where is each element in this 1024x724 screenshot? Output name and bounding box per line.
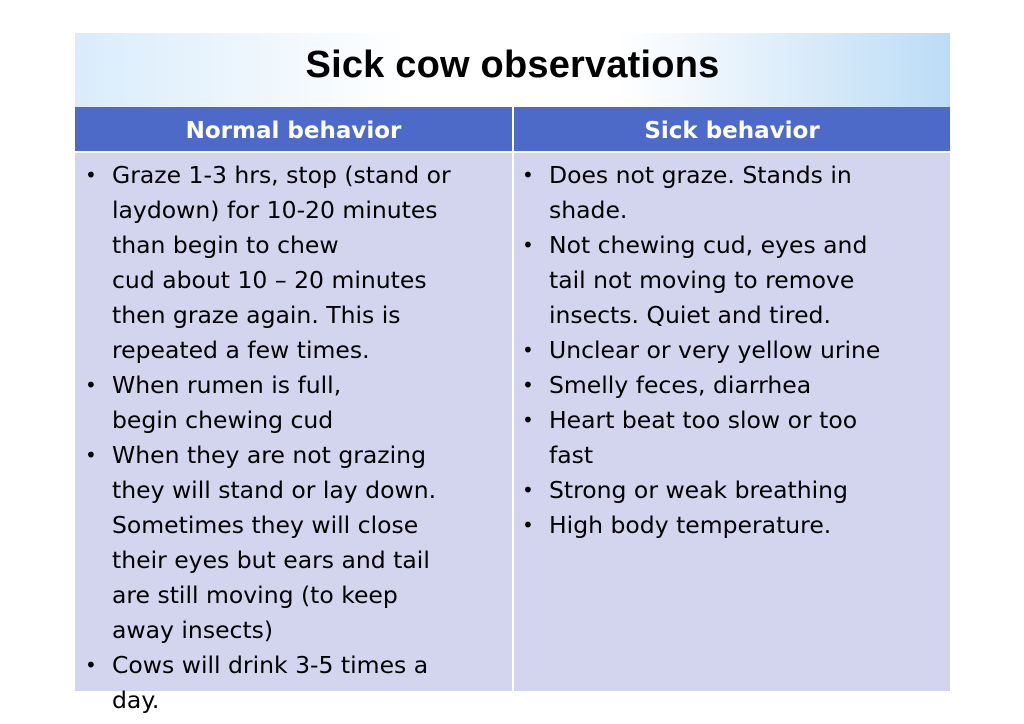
list-item-text-line: High body temperature. bbox=[549, 511, 832, 539]
bullet-icon: • bbox=[522, 373, 534, 397]
bullet-icon: • bbox=[522, 233, 534, 257]
title-band bbox=[75, 33, 950, 107]
bullet-icon: • bbox=[522, 338, 534, 362]
list-item-text-line: their eyes but ears and tail bbox=[112, 546, 430, 574]
list-item-text-line: insects. Quiet and tired. bbox=[549, 301, 831, 329]
list-item-text-line: repeated a few times. bbox=[112, 336, 370, 364]
bullet-icon: • bbox=[522, 513, 534, 537]
header-normal-behavior: Normal behavior bbox=[185, 118, 402, 144]
list-item-text-line: away insects) bbox=[112, 616, 274, 644]
list-item-text-line: tail not moving to remove bbox=[549, 266, 855, 294]
list-item-text-line: begin chewing cud bbox=[112, 406, 334, 434]
page-title: Sick cow observations bbox=[305, 43, 720, 86]
list-item-text-line: fast bbox=[549, 441, 594, 469]
bullet-icon: • bbox=[85, 653, 97, 677]
list-item-text-line: Strong or weak breathing bbox=[549, 476, 848, 504]
list-item bbox=[522, 403, 947, 473]
list-item bbox=[85, 648, 505, 718]
list-item-text-line: they will stand or lay down. bbox=[112, 476, 437, 504]
list-item bbox=[522, 508, 947, 543]
list-item-text-line: cud about 10 – 20 minutes bbox=[112, 266, 427, 294]
list-item bbox=[85, 438, 505, 648]
list-item bbox=[85, 368, 505, 438]
bullet-icon: • bbox=[85, 163, 97, 187]
bullet-icon: • bbox=[522, 478, 534, 502]
list-item-text-line: Unclear or very yellow urine bbox=[549, 336, 881, 364]
sick-behavior-list bbox=[522, 158, 947, 543]
list-item bbox=[522, 333, 947, 368]
bullet-icon: • bbox=[522, 163, 534, 187]
list-item-text-line: Does not graze. Stands in bbox=[549, 161, 852, 189]
list-item-text-line: Graze 1-3 hrs, stop (stand or bbox=[112, 161, 451, 189]
list-item-text-line: day. bbox=[112, 686, 160, 714]
list-item-text-line: Smelly feces, diarrhea bbox=[549, 371, 812, 399]
list-item bbox=[522, 473, 947, 508]
list-item-text-line: shade. bbox=[549, 196, 628, 224]
observations-table bbox=[75, 33, 950, 714]
list-item bbox=[522, 228, 947, 333]
sick-behavior-cell bbox=[514, 153, 950, 691]
bullet-icon: • bbox=[85, 373, 97, 397]
normal-behavior-list bbox=[85, 158, 505, 718]
list-item bbox=[85, 158, 505, 368]
bullet-icon: • bbox=[522, 408, 534, 432]
list-item-text-line: then graze again. This is bbox=[112, 301, 401, 329]
list-item-text-line: than begin to chew bbox=[112, 231, 339, 259]
list-item-text-line: When they are not grazing bbox=[112, 441, 426, 469]
normal-behavior-cell bbox=[75, 153, 512, 714]
list-item-text-line: When rumen is full, bbox=[112, 371, 342, 399]
bullet-icon: • bbox=[85, 443, 97, 467]
list-item-text-line: Cows will drink 3-5 times a bbox=[112, 651, 429, 679]
list-item-text-line: Heart beat too slow or too bbox=[549, 406, 858, 434]
list-item bbox=[522, 368, 947, 403]
list-item-text-line: Not chewing cud, eyes and bbox=[549, 231, 868, 259]
list-item-text-line: Sometimes they will close bbox=[112, 511, 419, 539]
list-item-text-line: laydown) for 10-20 minutes bbox=[112, 196, 438, 224]
list-item bbox=[522, 158, 947, 228]
header-sick-behavior: Sick behavior bbox=[644, 118, 820, 144]
table-header-row bbox=[75, 107, 950, 151]
list-item-text-line: are still moving (to keep bbox=[112, 581, 398, 609]
